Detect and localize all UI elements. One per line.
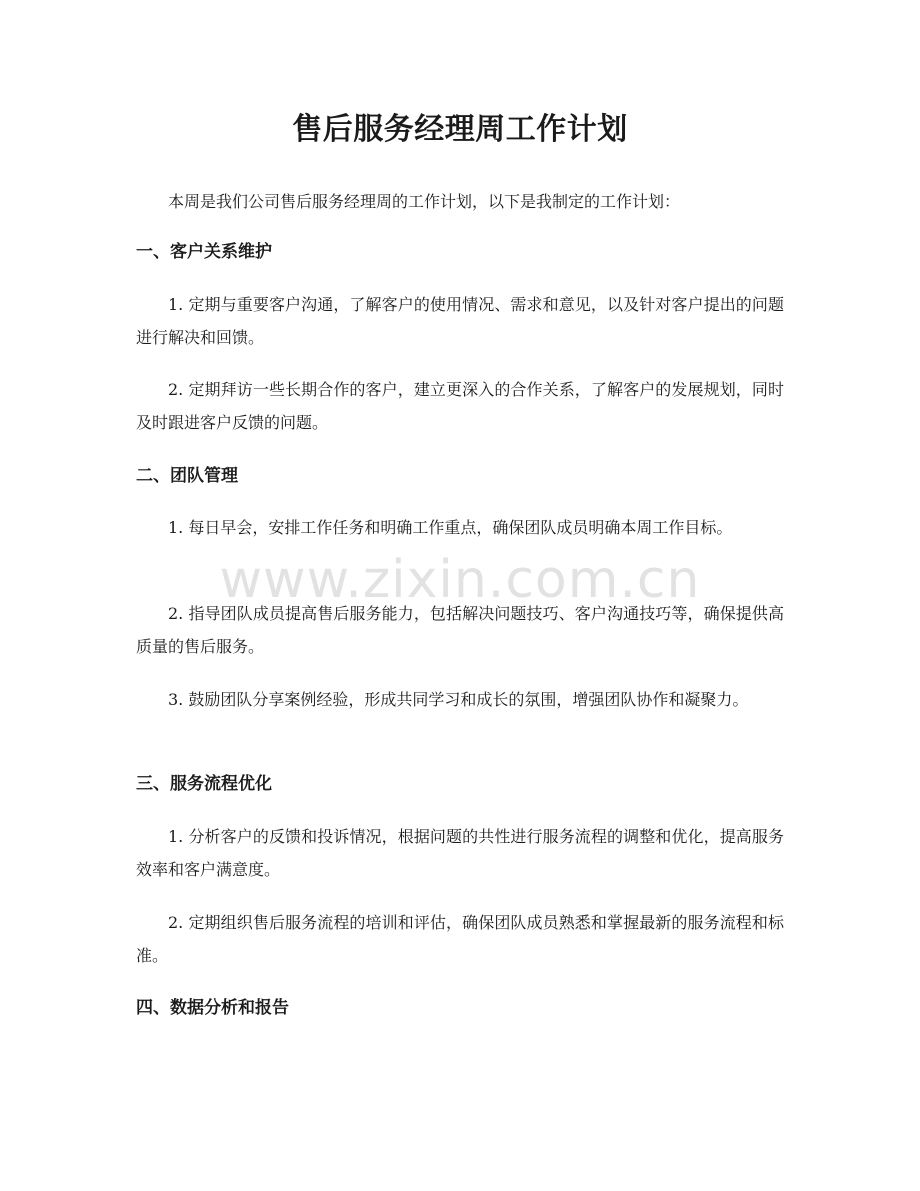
section-heading-process-optimization: 三、服务流程优化 [136, 774, 272, 794]
section-1-item-2: 2. 定期拜访一些长期合作的客户，建立更深入的合作关系，了解客户的发展规划，同时及时跟进客户反馈的问题。 [136, 380, 784, 432]
section-heading-team-management: 二、团队管理 [136, 466, 238, 486]
watermark-text: www.zixin.com.cn [219, 550, 701, 610]
section-heading-customer-relations: 一、客户关系维护 [136, 242, 272, 262]
intro-paragraph: 本周是我们公司售后服务经理周的工作计划，以下是我制定的工作计划： [168, 192, 681, 211]
section-heading-data-analysis: 四、数据分析和报告 [136, 998, 289, 1018]
section-2-item-1: 1. 每日早会，安排工作任务和明确工作重点，确保团队成员明确本周工作目标。 [168, 518, 733, 537]
section-2-item-3: 3. 鼓励团队分享案例经验，形成共同学习和成长的氛围，增强团队协作和凝聚力。 [168, 690, 749, 709]
document-title: 售后服务经理周工作计划 [292, 112, 628, 147]
section-1-item-1: 1. 定期与重要客户沟通，了解客户的使用情况、需求和意见，以及针对客户提出的问题进行解决和回馈。 [136, 295, 784, 347]
section-3-item-2: 2. 定期组织售后服务流程的培训和评估，确保团队成员熟悉和掌握最新的服务流程和标准。 [136, 913, 784, 965]
section-2-item-2: 2. 指导团队成员提高售后服务能力，包括解决问题技巧、客户沟通技巧等，确保提供高质量的售后服务。 [136, 604, 784, 656]
section-3-item-1: 1. 分析客户的反馈和投诉情况，根据问题的共性进行服务流程的调整和优化，提高服务效率和客户满意度。 [136, 827, 784, 879]
